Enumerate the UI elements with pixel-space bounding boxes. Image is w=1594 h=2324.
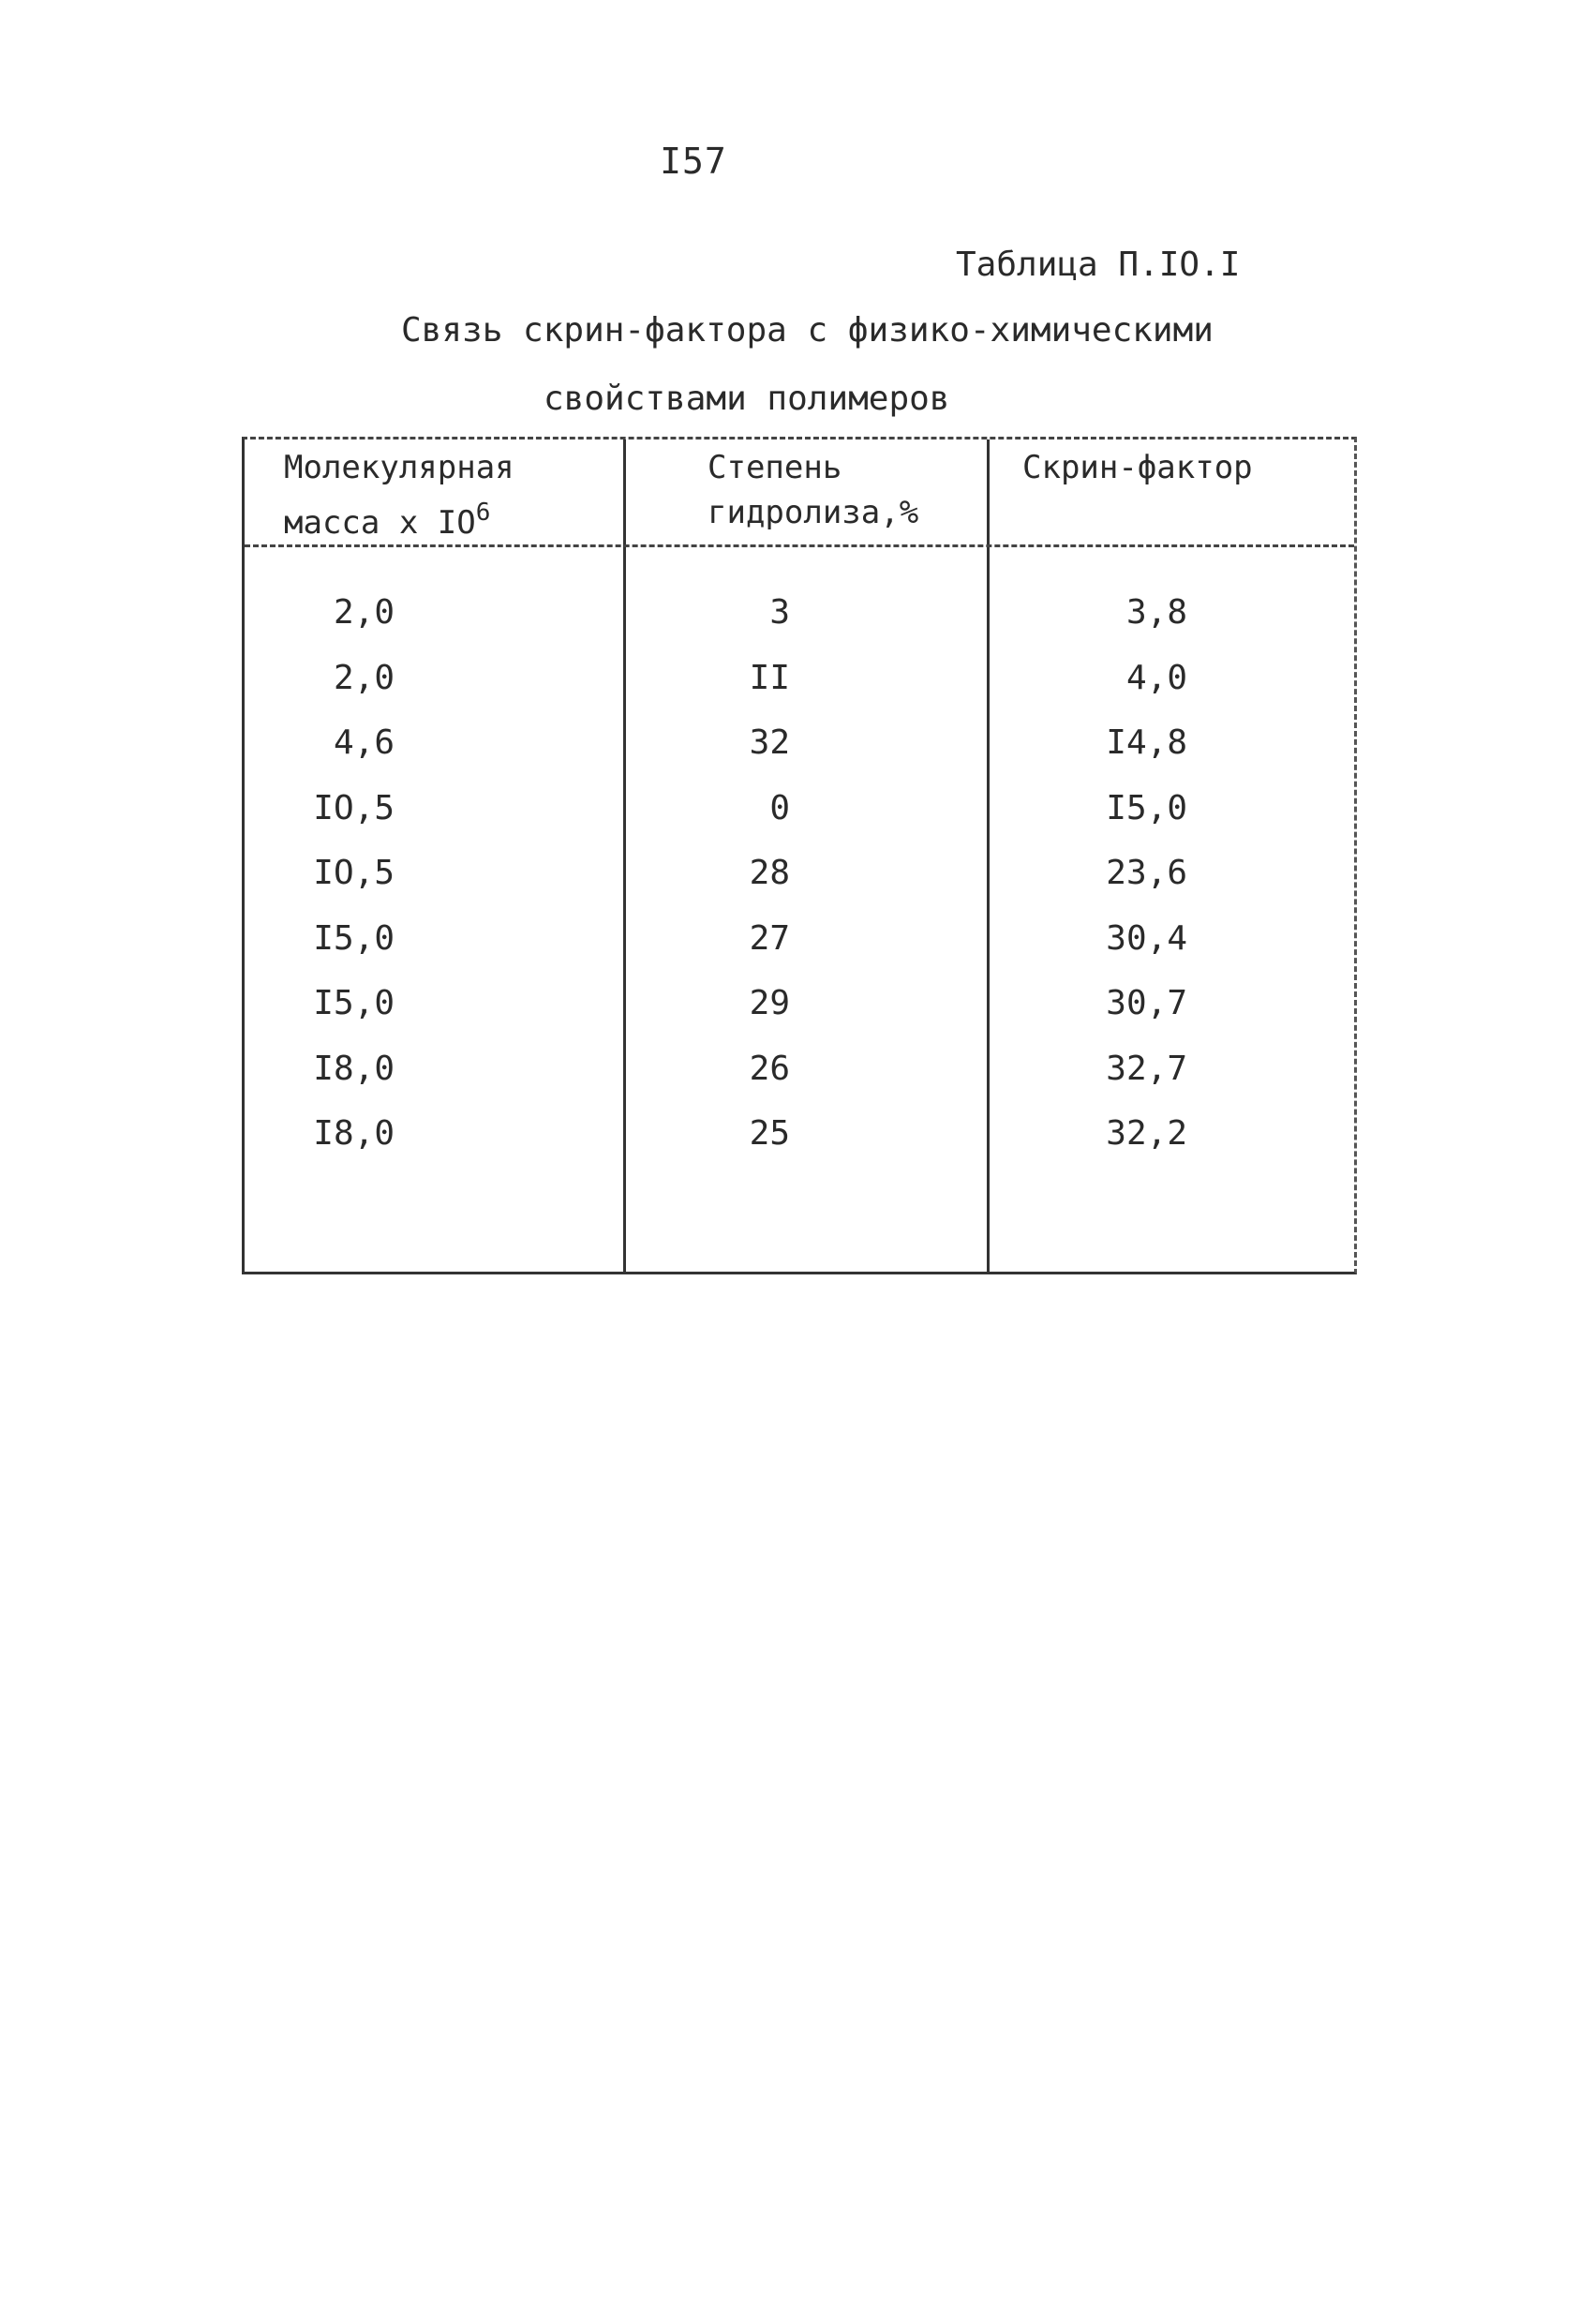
cell-screen-factor: 30,7 xyxy=(1106,984,1187,1022)
table-row xyxy=(245,710,1354,776)
table-label: Таблица П.IO.I xyxy=(956,246,1241,284)
cell-mass: 4,6 xyxy=(333,723,395,762)
table-title-line-2: свойствами полимеров xyxy=(544,380,950,418)
header-hydrolysis-line-2: гидролиза,% xyxy=(708,494,919,531)
table-row xyxy=(245,841,1354,906)
data-table xyxy=(242,437,1357,1274)
table-row xyxy=(245,971,1354,1036)
table-body xyxy=(245,580,1354,1167)
table-row xyxy=(245,776,1354,842)
cell-hydrolysis: 0 xyxy=(769,788,790,827)
cell-mass: I5,0 xyxy=(313,918,395,958)
cell-hydrolysis: 3 xyxy=(769,593,790,632)
cell-hydrolysis: 32 xyxy=(749,723,790,762)
header-molecular-mass-text: масса х IO xyxy=(284,504,476,542)
cell-screen-factor: I4,8 xyxy=(1106,723,1187,762)
cell-hydrolysis: 25 xyxy=(749,1114,790,1153)
table-row xyxy=(245,1101,1354,1167)
cell-mass: 2,0 xyxy=(333,593,395,632)
cell-screen-factor: 23,6 xyxy=(1106,854,1187,892)
table-row xyxy=(245,1036,1354,1102)
cell-hydrolysis: II xyxy=(749,658,790,697)
cell-mass: IO,5 xyxy=(313,854,395,892)
header-molecular-mass-line-1: Молекулярная xyxy=(284,449,514,486)
table-title-line-1: Связь скрин-фактора с физико-химическими xyxy=(401,311,1214,350)
header-hydrolysis-line-1: Степень xyxy=(708,449,842,486)
cell-mass: I5,0 xyxy=(313,984,395,1022)
header-screen-factor-line-1: Скрин-фактор xyxy=(1022,449,1253,486)
cell-mass: 2,0 xyxy=(333,658,395,697)
cell-mass: I8,0 xyxy=(313,1114,395,1153)
cell-screen-factor: 3,8 xyxy=(1125,593,1187,632)
cell-screen-factor: 32,7 xyxy=(1106,1049,1187,1088)
header-hydrolysis-degree xyxy=(708,445,918,535)
cell-hydrolysis: 27 xyxy=(749,918,790,958)
table-row xyxy=(245,906,1354,972)
page-number: I57 xyxy=(660,141,727,182)
cell-mass: I8,0 xyxy=(313,1049,395,1088)
cell-hydrolysis: 29 xyxy=(749,984,790,1022)
header-molecular-mass xyxy=(284,445,514,545)
cell-screen-factor: 30,4 xyxy=(1106,918,1187,958)
cell-screen-factor: I5,0 xyxy=(1106,788,1187,827)
header-exponent: 6 xyxy=(475,499,491,527)
header-screen-factor xyxy=(1022,445,1253,490)
header-molecular-mass-line-2 xyxy=(284,490,514,545)
cell-mass: IO,5 xyxy=(313,788,395,827)
cell-hydrolysis: 26 xyxy=(749,1049,790,1088)
table-row xyxy=(245,646,1354,711)
cell-hydrolysis: 28 xyxy=(749,854,790,892)
cell-screen-factor: 4,0 xyxy=(1125,658,1187,697)
table-row xyxy=(245,580,1354,646)
cell-screen-factor: 32,2 xyxy=(1106,1114,1187,1153)
